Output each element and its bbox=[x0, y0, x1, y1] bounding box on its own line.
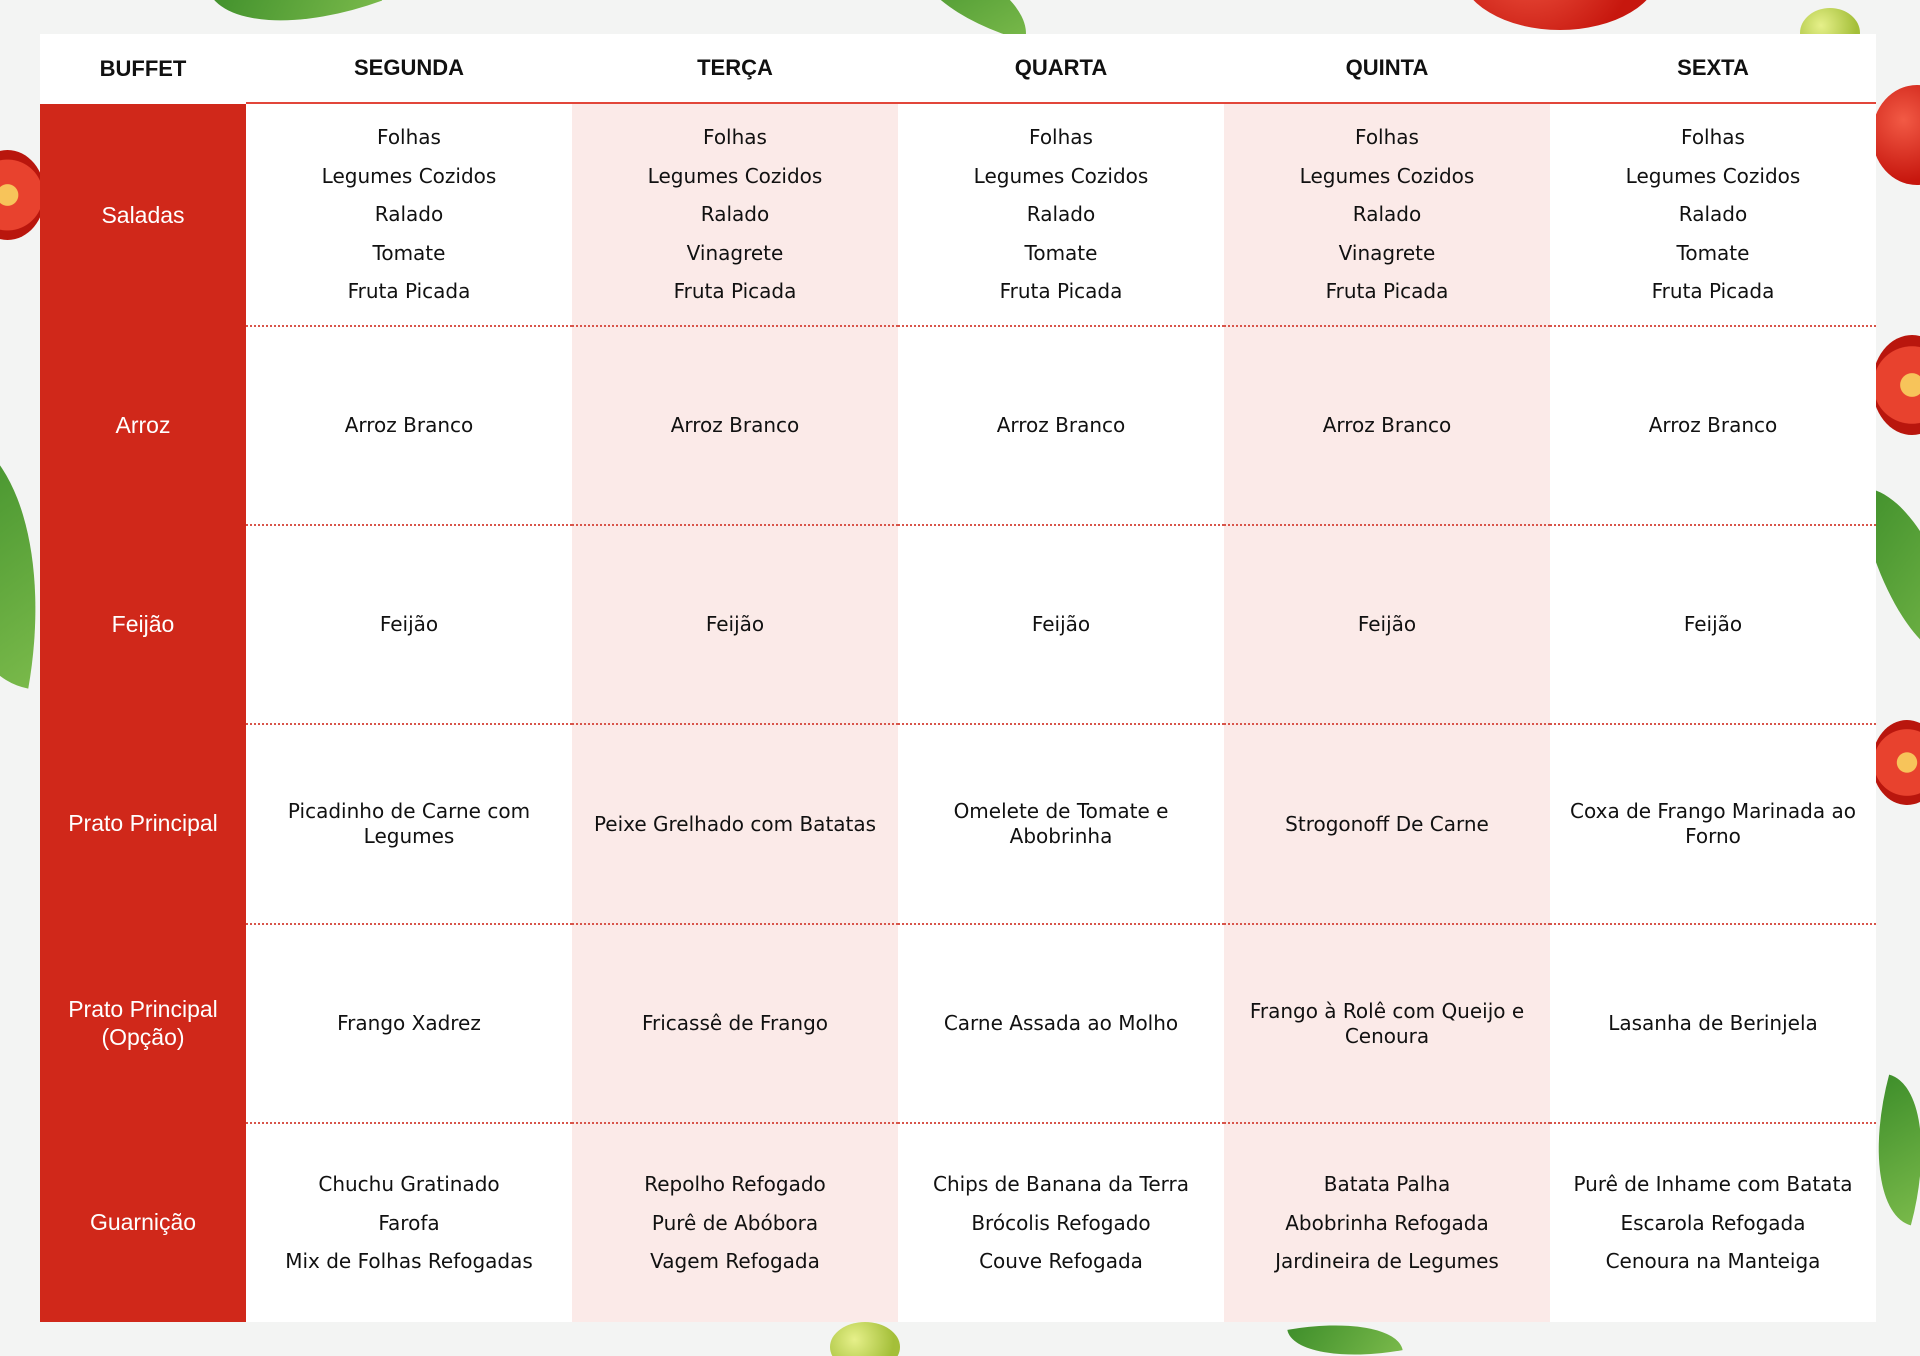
dish-item: Fricassê de Frango bbox=[641, 1011, 829, 1035]
dish-item: Feijão bbox=[1357, 612, 1417, 636]
menu-cell-arroz-segunda bbox=[246, 325, 572, 524]
day-header-sexta: SEXTA bbox=[1550, 34, 1876, 104]
dish-item: Chips de Banana da Terra bbox=[932, 1172, 1189, 1197]
menu-cell-feijao-sexta bbox=[1550, 524, 1876, 723]
menu-cell-prato-principal-terca bbox=[572, 723, 898, 923]
dish-item: Arroz Branco bbox=[670, 413, 800, 437]
dish-item: Feijão bbox=[1683, 612, 1743, 636]
dish-item: Peixe Grelhado com Batatas bbox=[593, 811, 877, 836]
menu-cell-guarnicao-quarta bbox=[898, 1122, 1224, 1322]
dish-item: Strogonoff De Carne bbox=[1285, 811, 1489, 836]
menu-cell-prato-principal-segunda bbox=[246, 723, 572, 923]
menu-cell-guarnicao-segunda bbox=[246, 1122, 572, 1322]
buffet-header: BUFFET bbox=[40, 34, 246, 104]
day-header-terca: TERÇA bbox=[572, 34, 898, 104]
dish-item: Arroz Branco bbox=[344, 413, 474, 437]
tomato-decoration bbox=[1872, 85, 1920, 185]
dish-item: Ralado bbox=[1026, 202, 1096, 227]
dish-item: Ralado bbox=[1352, 202, 1422, 227]
dish-item: Picadinho de Carne com Legumes bbox=[287, 799, 531, 848]
menu-cell-feijao-quarta bbox=[898, 524, 1224, 723]
dish-item: Mix de Folhas Refogadas bbox=[285, 1249, 533, 1274]
dish-item: Legumes Cozidos bbox=[321, 163, 497, 188]
tomato-slice-decoration bbox=[0, 150, 45, 240]
dish-item: Tomate bbox=[1676, 240, 1750, 265]
menu-cell-saladas-terca bbox=[572, 104, 898, 325]
dish-item: Farofa bbox=[378, 1210, 440, 1235]
dish-item: Folhas bbox=[377, 125, 441, 150]
dish-item: Tomate bbox=[1024, 240, 1098, 265]
dish-item: Arroz Branco bbox=[996, 413, 1126, 437]
category-prato-principal-opcao: Prato Principal (Opção) bbox=[40, 923, 246, 1122]
dish-item: Feijão bbox=[705, 612, 765, 636]
menu-cell-saladas-quinta bbox=[1224, 104, 1550, 325]
menu-cell-guarnicao-terca bbox=[572, 1122, 898, 1322]
dish-item: Fruta Picada bbox=[347, 279, 471, 304]
dish-item: Chuchu Gratinado bbox=[318, 1172, 500, 1197]
dish-item: Ralado bbox=[1678, 202, 1748, 227]
dish-item: Repolho Refogado bbox=[644, 1172, 826, 1197]
dish-item: Fruta Picada bbox=[1651, 279, 1775, 304]
day-header-segunda: SEGUNDA bbox=[246, 34, 572, 104]
dish-item: Folhas bbox=[1355, 125, 1419, 150]
dish-item: Folhas bbox=[1029, 125, 1093, 150]
dish-item: Legumes Cozidos bbox=[1299, 163, 1475, 188]
menu-cell-feijao-terca bbox=[572, 524, 898, 723]
dish-item: Abobrinha Refogada bbox=[1285, 1210, 1489, 1235]
dish-item: Ralado bbox=[700, 202, 770, 227]
menu-cell-saladas-segunda bbox=[246, 104, 572, 325]
menu-cell-prato-principal-quinta bbox=[1224, 723, 1550, 923]
category-saladas: Saladas bbox=[40, 104, 246, 325]
dish-item: Feijão bbox=[1031, 612, 1091, 636]
dish-item: Lasanha de Berinjela bbox=[1608, 1011, 1818, 1035]
menu-cell-saladas-quarta bbox=[898, 104, 1224, 325]
dish-item: Purê de Abóbora bbox=[651, 1210, 819, 1235]
dish-item: Legumes Cozidos bbox=[647, 163, 823, 188]
dish-item: Batata Palha bbox=[1323, 1172, 1451, 1197]
menu-cell-prato-principal-opcao-quarta bbox=[898, 923, 1224, 1122]
dish-item: Arroz Branco bbox=[1322, 413, 1452, 437]
tomato-slice-decoration bbox=[1872, 720, 1920, 805]
dish-item: Frango à Rolê com Queijo e Cenoura bbox=[1249, 998, 1525, 1048]
dish-item: Legumes Cozidos bbox=[1625, 163, 1801, 188]
dish-item: Feijão bbox=[379, 612, 439, 636]
dish-item: Escarola Refogada bbox=[1620, 1210, 1806, 1235]
tomato-slice-decoration bbox=[1872, 335, 1920, 435]
dish-item: Legumes Cozidos bbox=[973, 163, 1149, 188]
menu-cell-prato-principal-sexta bbox=[1550, 723, 1876, 923]
menu-cell-guarnicao-quinta bbox=[1224, 1122, 1550, 1322]
dish-item: Arroz Branco bbox=[1648, 413, 1778, 437]
menu-cell-prato-principal-opcao-terca bbox=[572, 923, 898, 1122]
menu-cell-prato-principal-opcao-sexta bbox=[1550, 923, 1876, 1122]
dish-item: Folhas bbox=[703, 125, 767, 150]
dish-item: Fruta Picada bbox=[999, 279, 1123, 304]
menu-cell-prato-principal-quarta bbox=[898, 723, 1224, 923]
dish-item: Folhas bbox=[1681, 125, 1745, 150]
tomato-decoration bbox=[1460, 0, 1660, 30]
menu-cell-arroz-terca bbox=[572, 325, 898, 524]
category-feijao: Feijão bbox=[40, 524, 246, 723]
dish-item: Omelete de Tomate e Abobrinha bbox=[953, 799, 1169, 848]
category-prato-principal: Prato Principal bbox=[40, 723, 246, 923]
menu-cell-prato-principal-opcao-quinta bbox=[1224, 923, 1550, 1122]
dish-item: Jardineira de Legumes bbox=[1275, 1249, 1499, 1274]
dish-item: Fruta Picada bbox=[673, 279, 797, 304]
menu-cell-feijao-segunda bbox=[246, 524, 572, 723]
dish-item: Fruta Picada bbox=[1325, 279, 1449, 304]
dish-item: Vagem Refogada bbox=[650, 1249, 820, 1274]
category-arroz: Arroz bbox=[40, 325, 246, 524]
day-header-quinta: QUINTA bbox=[1224, 34, 1550, 104]
menu-cell-arroz-quarta bbox=[898, 325, 1224, 524]
dish-item: Brócolis Refogado bbox=[971, 1210, 1151, 1235]
dish-item: Carne Assada ao Molho bbox=[943, 1011, 1179, 1035]
dish-item: Couve Refogada bbox=[979, 1249, 1143, 1274]
dish-item: Frango Xadrez bbox=[337, 1011, 481, 1035]
lime-decoration bbox=[830, 1322, 900, 1356]
menu-cell-arroz-sexta bbox=[1550, 325, 1876, 524]
dish-item: Purê de Inhame com Batata bbox=[1573, 1172, 1853, 1197]
buffet-menu-table bbox=[40, 34, 1876, 1322]
menu-cell-prato-principal-opcao-segunda bbox=[246, 923, 572, 1122]
menu-cell-saladas-sexta bbox=[1550, 104, 1876, 325]
day-header-quarta: QUARTA bbox=[898, 34, 1224, 104]
dish-item: Coxa de Frango Marinada ao Forno bbox=[1570, 799, 1856, 848]
category-guarnicao: Guarnição bbox=[40, 1122, 246, 1322]
menu-cell-guarnicao-sexta bbox=[1550, 1122, 1876, 1322]
menu-cell-arroz-quinta bbox=[1224, 325, 1550, 524]
dish-item: Cenoura na Manteiga bbox=[1605, 1249, 1821, 1274]
dish-item: Vinagrete bbox=[686, 240, 784, 265]
dish-item: Ralado bbox=[374, 202, 444, 227]
dish-item: Tomate bbox=[372, 240, 446, 265]
menu-cell-feijao-quinta bbox=[1224, 524, 1550, 723]
dish-item: Vinagrete bbox=[1338, 240, 1436, 265]
